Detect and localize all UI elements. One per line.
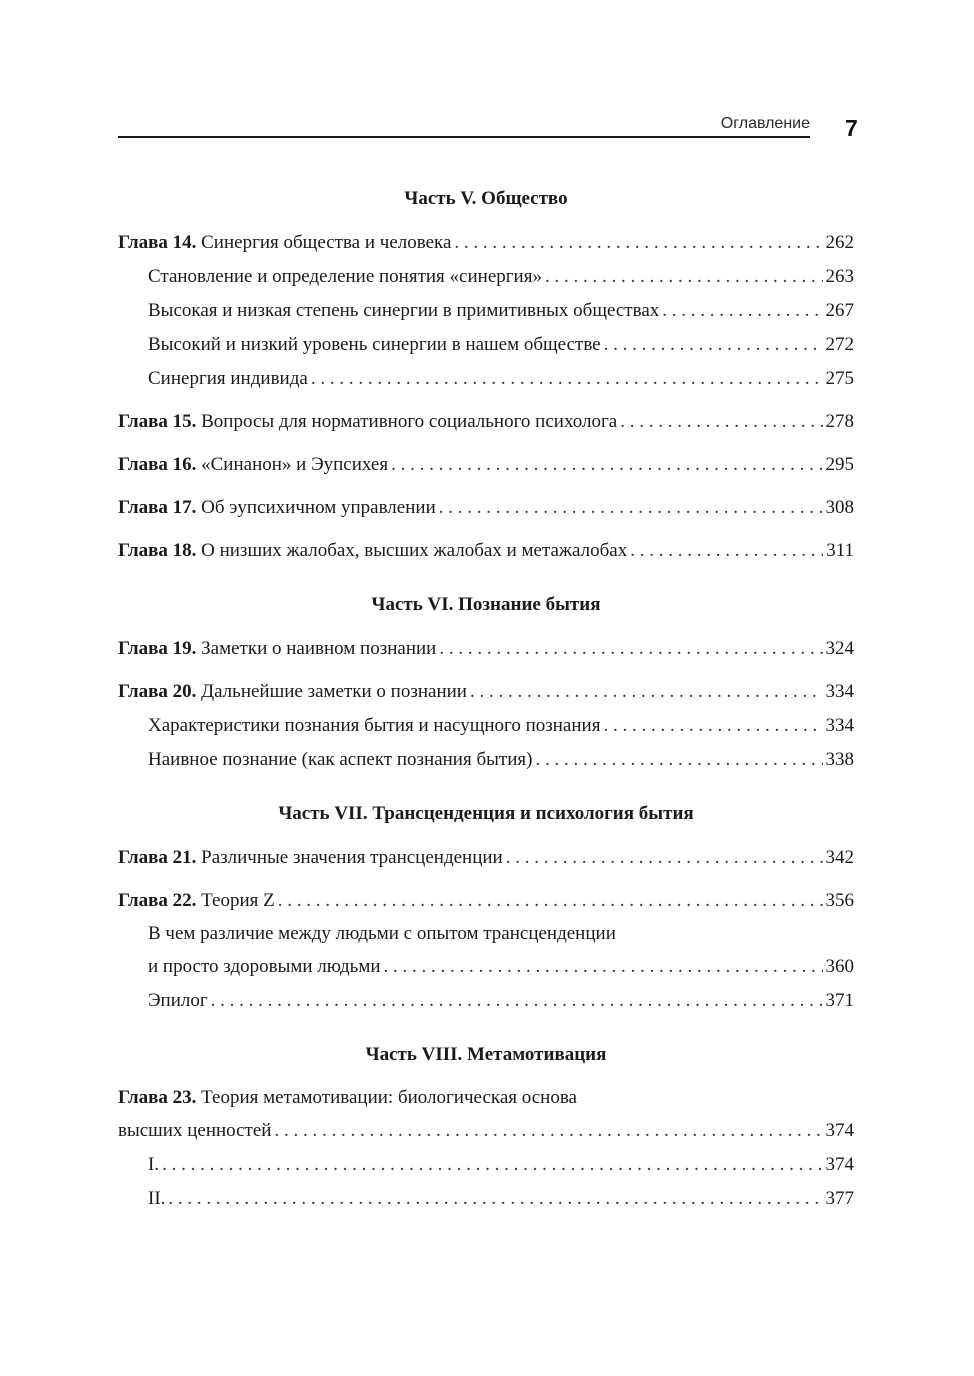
toc-section xyxy=(118,709,854,743)
section-page-number: 360 xyxy=(825,956,854,977)
chapter-entry[interactable] xyxy=(118,448,854,482)
chapter-text xyxy=(118,405,617,439)
chapter-page-number: 308 xyxy=(825,497,854,518)
chapter-entry[interactable] xyxy=(118,884,854,918)
chapter-page-number: 356 xyxy=(825,890,854,911)
section-entry[interactable] xyxy=(148,1148,854,1182)
section-entry[interactable] xyxy=(148,1182,854,1216)
toc-section xyxy=(118,294,854,328)
chapter-entry[interactable] xyxy=(118,491,854,525)
dot-leader xyxy=(630,534,823,568)
chapter-text xyxy=(118,491,436,525)
chapter-text xyxy=(118,884,275,918)
section-entry[interactable] xyxy=(148,709,854,743)
section-page-number: 272 xyxy=(825,334,854,355)
chapter-entry[interactable] xyxy=(118,226,854,260)
running-title: Оглавление xyxy=(720,115,810,132)
chapter-page-number: 324 xyxy=(825,638,854,659)
section-list xyxy=(118,1148,854,1216)
toc-section xyxy=(118,328,854,362)
toc-part xyxy=(118,1040,854,1216)
section-page-number: 374 xyxy=(825,1154,854,1175)
chapter-label: Глава 20. xyxy=(118,681,197,702)
section-title: Эпилог xyxy=(148,990,208,1011)
chapter-text xyxy=(118,1114,271,1148)
chapter-text xyxy=(118,448,388,482)
dot-leader xyxy=(168,1182,822,1216)
chapter-entry[interactable] xyxy=(118,841,854,875)
dot-leader xyxy=(603,709,822,743)
dot-leader xyxy=(384,950,823,984)
toc-chapter xyxy=(118,632,854,666)
section-title: Высокая и низкая степень синергии в примитивных обществах xyxy=(148,300,660,321)
dot-leader xyxy=(439,491,823,525)
section-title: Высокий и низкий уровень синергии в нашем обществе xyxy=(148,334,601,355)
section-page-number: 267 xyxy=(825,300,854,321)
chapter-title: Дальнейшие заметки о познании xyxy=(201,681,467,702)
toc-section xyxy=(118,362,854,396)
section-entry[interactable] xyxy=(148,743,854,777)
dot-leader xyxy=(311,362,823,396)
chapter-page-number: 311 xyxy=(826,540,854,561)
section-title: II. xyxy=(148,1188,166,1209)
dot-leader xyxy=(545,260,823,294)
chapter-label: Глава 15. xyxy=(118,411,197,432)
dot-leader xyxy=(278,884,823,918)
toc-section xyxy=(118,918,854,984)
chapter-label: Глава 23. xyxy=(118,1087,197,1108)
chapter-label: Глава 21. xyxy=(118,847,197,868)
section-entry[interactable] xyxy=(148,362,854,396)
chapter-page-number: 342 xyxy=(825,847,854,868)
toc-chapter xyxy=(118,841,854,875)
chapter-entry[interactable] xyxy=(118,534,854,568)
chapter-text xyxy=(118,226,451,260)
chapter-entry[interactable] xyxy=(118,405,854,439)
section-title-line: В чем различие между людьми с опытом трансценденции xyxy=(148,923,616,944)
section-title: Синергия индивида xyxy=(148,368,308,389)
section-title: и просто здоровыми людьми xyxy=(148,956,381,977)
section-page-number: 371 xyxy=(825,990,854,1011)
section-title: Становление и определение понятия «синергия» xyxy=(148,266,542,287)
toc-section xyxy=(118,1182,854,1216)
chapter-label: Глава 17. xyxy=(118,497,197,518)
section-title: I. xyxy=(148,1154,160,1175)
section-page-number: 338 xyxy=(825,749,854,770)
section-page-number: 263 xyxy=(825,266,854,287)
toc-chapter xyxy=(118,1082,854,1216)
chapter-entry[interactable] xyxy=(118,1114,854,1148)
section-entry[interactable] xyxy=(148,950,854,984)
chapter-title-line xyxy=(118,1082,854,1114)
dot-leader xyxy=(391,448,822,482)
chapter-label: Глава 14. xyxy=(118,232,197,253)
toc-chapter xyxy=(118,534,854,568)
section-page-number: 334 xyxy=(825,715,854,736)
chapter-text xyxy=(118,841,503,875)
toc-section xyxy=(118,743,854,777)
part-title: Часть VIII. Метамотивация xyxy=(365,1044,607,1065)
chapter-title: Различные значения трансценденции xyxy=(201,847,503,868)
dot-leader xyxy=(162,1148,822,1182)
table-of-contents xyxy=(118,184,854,1216)
chapter-title: Синергия общества и человека xyxy=(201,232,452,253)
dot-leader xyxy=(470,675,823,709)
chapter-label: Глава 18. xyxy=(118,540,197,561)
section-page-number: 377 xyxy=(825,1188,854,1209)
chapter-title: Заметки о наивном познании xyxy=(201,638,437,659)
section-entry[interactable] xyxy=(148,294,854,328)
chapter-text xyxy=(118,675,467,709)
chapter-title-part: Теория метамотивации: биологическая основа xyxy=(201,1087,577,1108)
chapter-title: Об эупсихичном управлении xyxy=(201,497,436,518)
chapter-entry[interactable] xyxy=(118,675,854,709)
section-page-number: 275 xyxy=(825,368,854,389)
part-title: Часть V. Общество xyxy=(404,188,568,209)
chapter-title: О низших жалобах, высших жалобах и метажалобах xyxy=(201,540,628,561)
toc-section xyxy=(118,984,854,1018)
chapter-title: Теория Z xyxy=(201,890,275,911)
running-head xyxy=(118,112,810,138)
toc-chapter xyxy=(118,448,854,482)
chapter-page-number: 374 xyxy=(825,1120,854,1141)
section-title: Наивное познание (как аспект познания бытия) xyxy=(148,749,533,770)
section-entry[interactable] xyxy=(148,984,854,1018)
chapter-page-number: 278 xyxy=(825,411,854,432)
section-list xyxy=(118,918,854,1018)
dot-leader xyxy=(211,984,823,1018)
chapter-label: Глава 22. xyxy=(118,890,197,911)
chapter-title: Вопросы для нормативного социального психолога xyxy=(201,411,618,432)
section-entry[interactable] xyxy=(148,260,854,294)
chapter-page-number: 334 xyxy=(825,681,854,702)
part-title: Часть VII. Трансценденция и психология бытия xyxy=(278,803,694,824)
toc-part xyxy=(118,799,854,1018)
chapter-entry[interactable] xyxy=(118,632,854,666)
toc-part xyxy=(118,590,854,777)
page-number: 7 xyxy=(845,115,858,141)
toc-chapter xyxy=(118,884,854,1018)
section-list xyxy=(118,709,854,777)
chapter-label: Глава 19. xyxy=(118,638,197,659)
toc-chapter xyxy=(118,405,854,439)
part-title: Часть VI. Познание бытия xyxy=(371,594,601,615)
section-list xyxy=(118,260,854,396)
dot-leader xyxy=(274,1114,822,1148)
dot-leader xyxy=(454,226,822,260)
toc-chapter xyxy=(118,491,854,525)
chapter-text xyxy=(118,534,627,568)
toc-section xyxy=(118,260,854,294)
toc-section xyxy=(118,1148,854,1182)
chapter-label: Глава 16. xyxy=(118,454,197,475)
toc-part xyxy=(118,184,854,568)
chapter-text xyxy=(118,632,436,666)
dot-leader xyxy=(604,328,823,362)
dot-leader xyxy=(439,632,822,666)
chapter-page-number: 295 xyxy=(825,454,854,475)
chapter-page-number: 262 xyxy=(825,232,854,253)
dot-leader xyxy=(506,841,823,875)
chapter-title: «Синанон» и Эупсихея xyxy=(201,454,389,475)
section-title: Характеристики познания бытия и насущного познания xyxy=(148,715,601,736)
dot-leader xyxy=(662,294,822,328)
toc-chapter xyxy=(118,675,854,777)
section-entry[interactable] xyxy=(148,328,854,362)
chapter-title: высших ценностей xyxy=(118,1120,272,1141)
toc-chapter xyxy=(118,226,854,396)
dot-leader xyxy=(535,743,822,777)
dot-leader xyxy=(620,405,822,439)
